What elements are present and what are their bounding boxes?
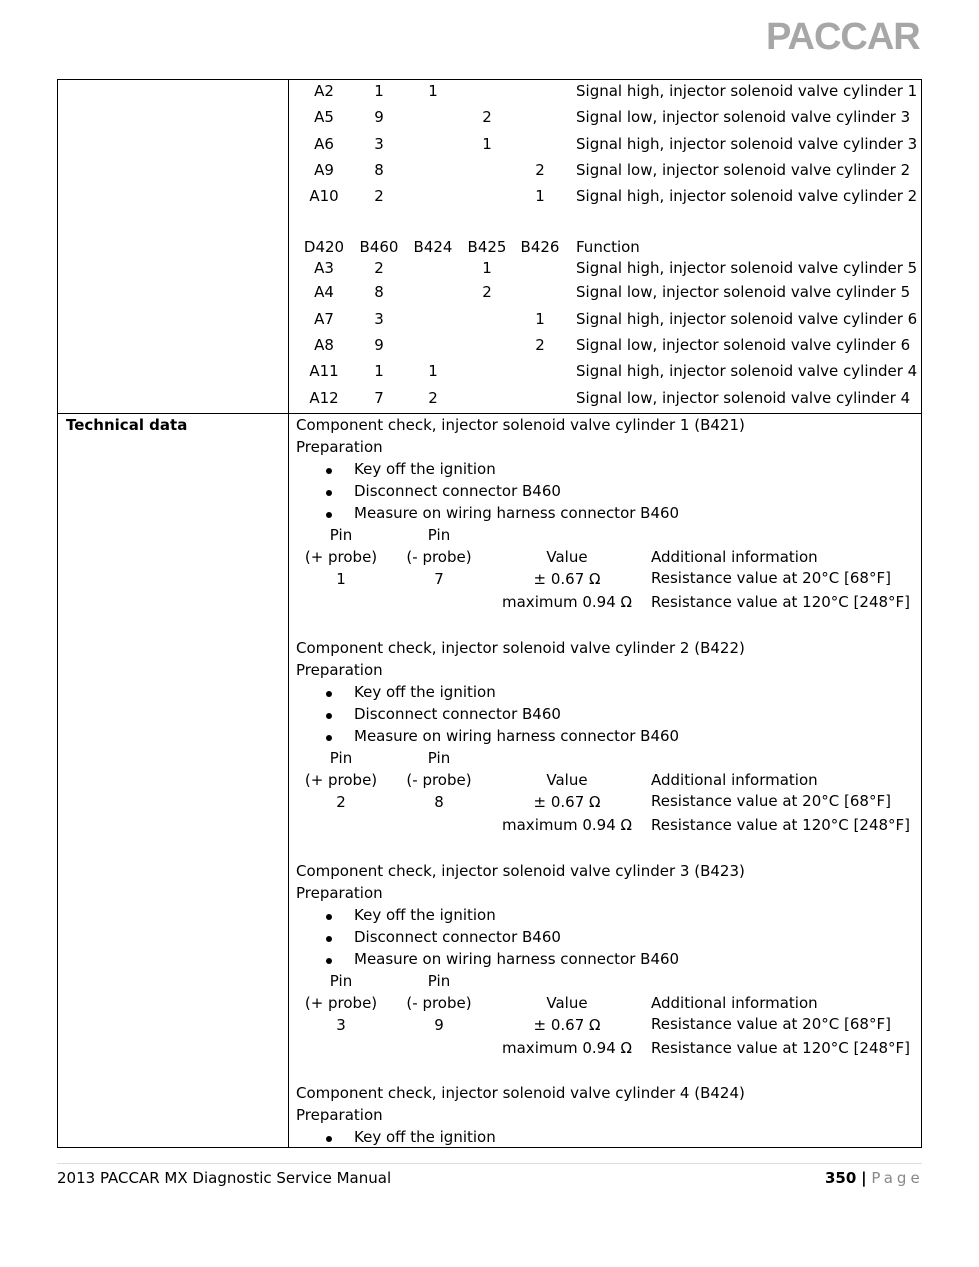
table-cell-function: Signal high, injector solenoid valve cylinder 1 xyxy=(576,82,918,100)
table-cell-b460: 2 xyxy=(374,187,384,205)
check-title: Component check, injector solenoid valve cylinder 3 (B423) xyxy=(296,862,745,880)
pin-plus-value: 2 xyxy=(336,793,346,811)
check-title: Component check, injector solenoid valve cylinder 2 (B422) xyxy=(296,639,745,657)
value-header: Value xyxy=(546,994,588,1012)
table-header-b425: B425 xyxy=(467,238,507,256)
table-cell-function: Signal low, injector solenoid valve cylinder 6 xyxy=(576,336,911,354)
pin-minus-value: 9 xyxy=(434,1016,444,1034)
bullet-icon xyxy=(326,936,332,942)
resistance-info: Resistance value at 20°C [68°F] xyxy=(651,792,891,810)
table-cell-function: Signal low, injector solenoid valve cylinder 3 xyxy=(576,108,911,126)
resistance-value: ± 0.67 Ω xyxy=(533,570,601,588)
table-cell-b460: 3 xyxy=(374,135,384,153)
pin-plus-header: Pin xyxy=(329,526,353,544)
pin-minus-header: Pin xyxy=(427,749,451,767)
table-header-b460: B460 xyxy=(359,238,399,256)
technical-data-label: Technical data xyxy=(66,416,188,434)
resistance-max-value: maximum 0.94 Ω xyxy=(502,1039,632,1057)
table-cell-b426: 1 xyxy=(535,187,545,205)
table-header-b424: B424 xyxy=(413,238,453,256)
preparation-step: Key off the ignition xyxy=(354,460,496,478)
table-cell-b460: 1 xyxy=(374,362,384,380)
check-title: Component check, injector solenoid valve cylinder 4 (B424) xyxy=(296,1084,745,1102)
bullet-icon xyxy=(326,1136,332,1142)
table-header-b426: B426 xyxy=(520,238,560,256)
bullet-icon xyxy=(326,691,332,697)
pin-minus-header: Pin xyxy=(427,526,451,544)
resistance-max-info: Resistance value at 120°C [248°F] xyxy=(651,1039,911,1057)
table-cell-b425: 1 xyxy=(482,135,492,153)
table-cell-b460: 8 xyxy=(374,283,384,301)
table-cell-d420: A12 xyxy=(309,389,339,407)
table-cell-d420: A4 xyxy=(314,283,334,301)
page-separator: | xyxy=(861,1169,867,1187)
table-cell-b460: 7 xyxy=(374,389,384,407)
table-cell-d420: A2 xyxy=(314,82,334,100)
check-title: Component check, injector solenoid valve cylinder 1 (B421) xyxy=(296,416,745,434)
preparation-step: Measure on wiring harness connector B460 xyxy=(354,727,680,745)
table-cell-function: Signal high, injector solenoid valve cylinder 5 xyxy=(576,259,918,277)
column-divider xyxy=(288,79,289,1148)
pin-minus-subheader: (- probe) xyxy=(406,771,472,789)
pin-minus-subheader: (- probe) xyxy=(406,548,472,566)
pin-minus-value: 8 xyxy=(434,793,444,811)
info-header: Additional information xyxy=(651,994,818,1012)
table-cell-b426: 2 xyxy=(535,161,545,179)
table-cell-d420: A7 xyxy=(314,310,334,328)
page-number: 350 xyxy=(825,1169,857,1187)
table-cell-b460: 1 xyxy=(374,82,384,100)
preparation-step: Measure on wiring harness connector B460 xyxy=(354,504,680,522)
bullet-icon xyxy=(326,958,332,964)
bullet-icon xyxy=(326,735,332,741)
resistance-info: Resistance value at 20°C [68°F] xyxy=(651,569,891,587)
table-header-function: Function xyxy=(576,238,640,256)
resistance-info: Resistance value at 20°C [68°F] xyxy=(651,1015,891,1033)
pin-plus-subheader: (+ probe) xyxy=(304,771,378,789)
value-header: Value xyxy=(546,548,588,566)
table-cell-b426: 1 xyxy=(535,310,545,328)
footer-rule xyxy=(57,1163,922,1164)
preparation-step: Key off the ignition xyxy=(354,906,496,924)
table-cell-function: Signal low, injector solenoid valve cylinder 2 xyxy=(576,161,911,179)
table-cell-d420: A9 xyxy=(314,161,334,179)
table-cell-function: Signal high, injector solenoid valve cylinder 2 xyxy=(576,187,918,205)
table-cell-b460: 9 xyxy=(374,108,384,126)
preparation-step: Disconnect connector B460 xyxy=(354,705,561,723)
table-cell-function: Signal low, injector solenoid valve cylinder 4 xyxy=(576,389,911,407)
table-cell-function: Signal low, injector solenoid valve cylinder 5 xyxy=(576,283,911,301)
table-cell-d420: A10 xyxy=(309,187,339,205)
table-cell-d420: A5 xyxy=(314,108,334,126)
table-cell-b425: 1 xyxy=(482,259,492,277)
table-cell-b460: 8 xyxy=(374,161,384,179)
pin-plus-value: 1 xyxy=(336,570,346,588)
bullet-icon xyxy=(326,490,332,496)
table-cell-b424: 1 xyxy=(428,82,438,100)
resistance-max-info: Resistance value at 120°C [248°F] xyxy=(651,816,911,834)
table-cell-b426: 2 xyxy=(535,336,545,354)
preparation-label: Preparation xyxy=(296,438,383,456)
table-cell-b460: 9 xyxy=(374,336,384,354)
paccar-logo: PACCAR xyxy=(766,16,920,58)
resistance-value: ± 0.67 Ω xyxy=(533,793,601,811)
info-header: Additional information xyxy=(651,548,818,566)
preparation-step: Key off the ignition xyxy=(354,1128,496,1146)
table-cell-b425: 2 xyxy=(482,283,492,301)
page-word: Page xyxy=(871,1169,924,1187)
table-cell-d420: A6 xyxy=(314,135,334,153)
table-cell-d420: A11 xyxy=(309,362,339,380)
preparation-step: Disconnect connector B460 xyxy=(354,928,561,946)
table-cell-d420: A8 xyxy=(314,336,334,354)
bullet-icon xyxy=(326,512,332,518)
pin-plus-header: Pin xyxy=(329,749,353,767)
pin-plus-value: 3 xyxy=(336,1016,346,1034)
bullet-icon xyxy=(326,914,332,920)
table-cell-function: Signal high, injector solenoid valve cylinder 3 xyxy=(576,135,918,153)
table-cell-function: Signal high, injector solenoid valve cylinder 4 xyxy=(576,362,918,380)
table-cell-b460: 2 xyxy=(374,259,384,277)
table-header-d420: D420 xyxy=(303,238,345,256)
preparation-label: Preparation xyxy=(296,1106,383,1124)
pin-plus-header: Pin xyxy=(329,972,353,990)
pin-minus-header: Pin xyxy=(427,972,451,990)
table-cell-b424: 2 xyxy=(428,389,438,407)
resistance-max-value: maximum 0.94 Ω xyxy=(502,816,632,834)
pin-plus-subheader: (+ probe) xyxy=(304,548,378,566)
table-cell-d420: A3 xyxy=(314,259,334,277)
preparation-step: Key off the ignition xyxy=(354,683,496,701)
footer-page xyxy=(825,1169,924,1187)
bullet-icon xyxy=(326,713,332,719)
table-cell-b460: 3 xyxy=(374,310,384,328)
value-header: Value xyxy=(546,771,588,789)
pin-plus-subheader: (+ probe) xyxy=(304,994,378,1012)
table-cell-b425: 2 xyxy=(482,108,492,126)
preparation-step: Measure on wiring harness connector B460 xyxy=(354,950,680,968)
table-cell-b424: 1 xyxy=(428,362,438,380)
preparation-step: Disconnect connector B460 xyxy=(354,482,561,500)
resistance-max-value: maximum 0.94 Ω xyxy=(502,593,632,611)
resistance-max-info: Resistance value at 120°C [248°F] xyxy=(651,593,911,611)
resistance-value: ± 0.67 Ω xyxy=(533,1016,601,1034)
info-header: Additional information xyxy=(651,771,818,789)
pin-minus-subheader: (- probe) xyxy=(406,994,472,1012)
pin-minus-value: 7 xyxy=(434,570,444,588)
footer-manual-title: 2013 PACCAR MX Diagnostic Service Manual xyxy=(57,1169,392,1187)
preparation-label: Preparation xyxy=(296,884,383,902)
bullet-icon xyxy=(326,468,332,474)
preparation-label: Preparation xyxy=(296,661,383,679)
row-divider xyxy=(57,413,922,414)
table-cell-function: Signal high, injector solenoid valve cylinder 6 xyxy=(576,310,918,328)
